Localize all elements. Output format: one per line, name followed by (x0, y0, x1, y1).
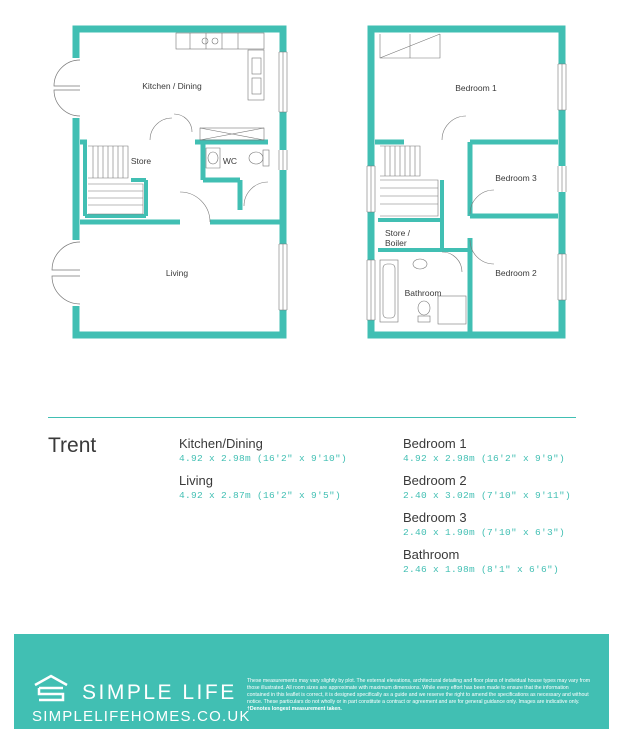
room-name: Bedroom 2 (403, 473, 467, 488)
room-name: Bedroom 3 (403, 510, 467, 525)
footer-banner (14, 634, 609, 729)
room-dims: 4.92 x 2.98m (16'2" x 9'9") (403, 453, 566, 464)
brand-url[interactable]: SIMPLELIFEHOMES.CO.UK (32, 708, 251, 725)
plan-label-kitchen-dining: Kitchen / Dining (142, 81, 202, 91)
plan-label-bedroom2: Bedroom 2 (495, 268, 537, 278)
room-dims: 4.92 x 2.98m (16'2" x 9'10") (179, 453, 348, 464)
disclaimer-note: †Denotes longest measurement taken. (247, 706, 342, 712)
brand-name: SIMPLE LIFE (82, 681, 237, 704)
room-spec-kitchen-dining (179, 436, 347, 466)
ground-floor-plan (52, 29, 288, 335)
house-name: Trent (48, 434, 97, 457)
disclaimer-text: These measurements may vary slightly by plot. The external elevations, architectural detailing and floor plans of individual house types may vary from those illustrated. All room sizes are approximate with maximum dimensions. While every effort has been made to ensure that the information contained in this leaflet is correct, it is designed specifically as a guide and we reserve the right to amend the specifications as necessary and without notice. These particulars do not wholly or in part constitute a contract or agreement and are for general guidance only. Images are indicative only. (247, 678, 591, 705)
room-spec-bedroom3 (403, 510, 565, 540)
room-spec-bedroom2 (403, 473, 571, 503)
room-dims: 2.40 x 3.02m (7'10" x 9'11") (403, 490, 572, 501)
room-dims: 2.46 x 1.98m (8'1" x 6'6") (403, 564, 560, 575)
room-name: Living (179, 473, 213, 488)
room-dims: 2.40 x 1.90m (7'10" x 6'3") (403, 527, 566, 538)
plan-label-store: Store (130, 156, 152, 166)
plan-label-store-boiler-1: Store / (385, 228, 411, 238)
plan-label-bedroom3: Bedroom 3 (495, 173, 537, 183)
room-spec-bathroom (403, 547, 559, 577)
plan-label-bedroom1: Bedroom 1 (455, 83, 497, 93)
plan-label-bathroom: Bathroom (404, 288, 442, 298)
plan-label-living: Living (165, 268, 189, 278)
room-spec-living (179, 473, 341, 503)
room-dims: 4.92 x 2.87m (16'2" x 9'5") (179, 490, 342, 501)
room-spec-bedroom1 (403, 436, 565, 466)
plan-label-store-boiler-2: Boiler (385, 238, 407, 248)
first-floor-plan (366, 29, 567, 335)
disclaimer (247, 678, 592, 713)
simple-life-logo-icon (32, 674, 70, 706)
section-divider (48, 417, 576, 418)
room-name: Bedroom 1 (403, 436, 467, 451)
room-name: Kitchen/Dining (179, 436, 263, 451)
room-name: Bathroom (403, 547, 460, 562)
plan-label-wc: WC (222, 156, 238, 166)
